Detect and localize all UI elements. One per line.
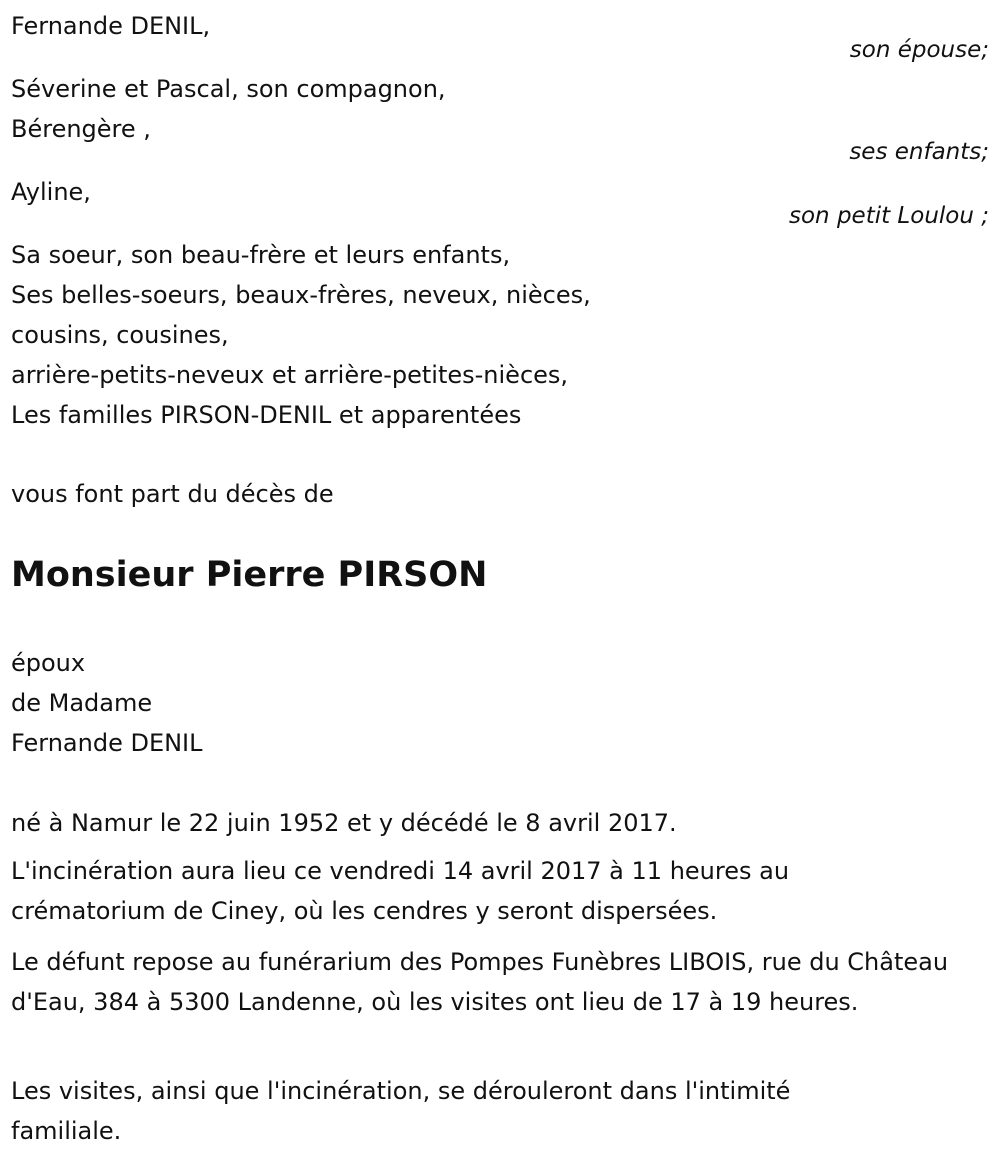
privacy-text: Les visites, ainsi que l'incinération, se dérouleront dans l'intimité familiale. <box>11 1077 791 1145</box>
spouse-role: son épouse; <box>849 37 989 63</box>
children-role: ses enfants; <box>849 139 989 165</box>
deceased-name: Monsieur Pierre PIRSON <box>11 555 488 595</box>
relatives-line: Sa soeur, son beau-frère et leurs enfants, <box>11 241 511 269</box>
relatives-list <box>11 235 591 435</box>
children-line-2: Bérengère , <box>11 115 151 143</box>
spouse-name: Fernande DENIL, <box>11 12 211 40</box>
spouse-line: époux <box>11 649 86 677</box>
spouse-line: de Madame <box>11 689 153 717</box>
deceased-spouse <box>11 643 203 763</box>
grandchild-role: son petit Loulou ; <box>789 203 989 229</box>
children-line-1: Séverine et Pascal, son compagnon, <box>11 75 446 103</box>
viewing-text: Le défunt repose au funérarium des Pompes Funèbres LIBOIS, rue du Château d'Eau, 384 à 5300 Landenne, où les visites ont lieu de 17 à 19 heures. <box>11 948 949 1016</box>
announcement-text: vous font part du décès de <box>11 480 334 508</box>
cremation-text: L'incinération aura lieu ce vendredi 14 avril 2017 à 11 heures au crématorium de Ciney, où les cendres y seront dispersées. <box>11 857 790 925</box>
relatives-line: cousins, cousines, <box>11 321 229 349</box>
relatives-line: Ses belles-soeurs, beaux-frères, neveux, nièces, <box>11 281 591 309</box>
birth-death-text: né à Namur le 22 juin 1952 et y décédé le 8 avril 2017. <box>11 809 677 837</box>
relatives-line: arrière-petits-neveux et arrière-petites-nièces, <box>11 361 569 389</box>
grandchild-name: Ayline, <box>11 178 91 206</box>
relatives-line: Les familles PIRSON-DENIL et apparentées <box>11 401 522 429</box>
spouse-line: Fernande DENIL <box>11 729 203 757</box>
